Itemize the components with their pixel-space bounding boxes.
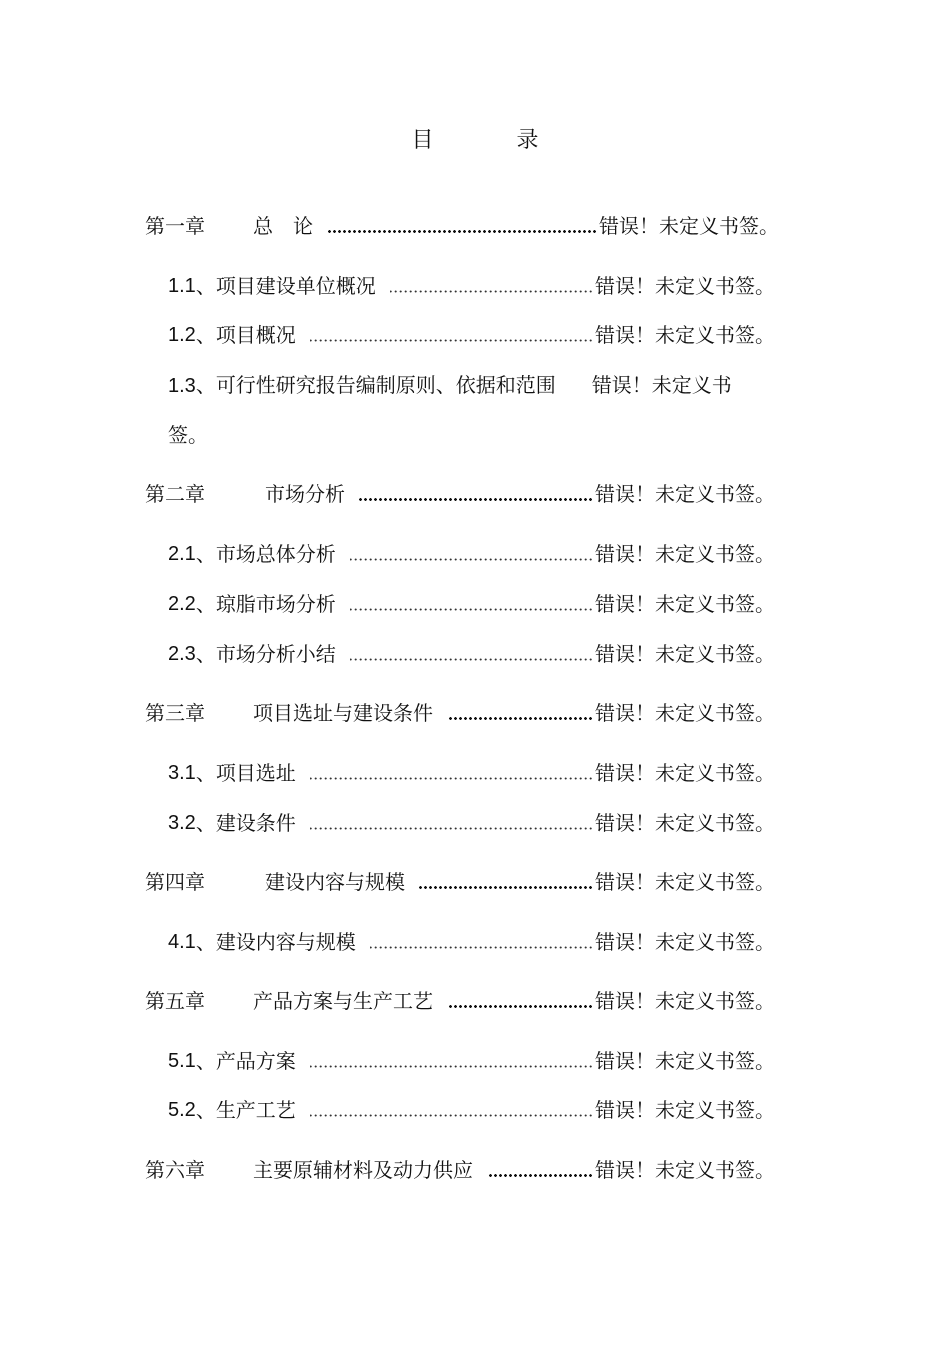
toc-page-ref: 错误！未定义书签。: [595, 930, 775, 954]
toc-separator: 、: [195, 274, 216, 298]
toc-leader-dots: [310, 821, 593, 831]
toc-page-ref: 错误！未定义书签。: [595, 542, 775, 566]
toc-section-title: 项目概况: [215, 323, 296, 347]
toc-page-ref-continued: 签。: [168, 423, 208, 447]
toc-leader-dots: [390, 284, 593, 294]
toc-chapter-4[interactable]: [145, 866, 775, 898]
toc-chapter-1[interactable]: [145, 210, 779, 242]
toc-section-title: 市场总体分析: [215, 542, 336, 566]
toc-chapter-title: 产品方案与生产工艺: [253, 989, 433, 1013]
toc-chapter-6[interactable]: [145, 1154, 775, 1186]
toc-page-ref: 错误！未定义书签。: [595, 761, 775, 785]
toc-chapter-title: 建设内容与规模: [265, 870, 405, 894]
toc-section-title: 项目选址: [215, 761, 296, 785]
toc-section-3-1[interactable]: [168, 757, 775, 789]
toc-page-ref: 错误！未定义书签。: [595, 592, 775, 616]
toc-leader-dots: [419, 880, 593, 890]
toc-section-2-1[interactable]: [168, 538, 775, 570]
toc-separator: 、: [195, 592, 216, 616]
toc-separator: 、: [195, 1049, 216, 1073]
toc-section-title: 琼脂市场分析: [215, 592, 336, 616]
toc-page-ref: 错误！未定义书签。: [599, 214, 779, 238]
toc-leader-dots: [359, 492, 593, 502]
toc-separator: 、: [195, 1098, 216, 1122]
toc-section-number: 3.1: [168, 762, 196, 784]
toc-page-ref: 错误！未定义书签。: [595, 323, 775, 347]
toc-leader-dots: [310, 333, 593, 343]
toc-page-ref: 错误！未定义书签。: [595, 1049, 775, 1073]
toc-section-title: 可行性研究报告编制原则、依据和范围: [215, 373, 556, 397]
toc-separator: 、: [195, 642, 216, 666]
toc-chapter-title: 市场分析: [265, 482, 345, 506]
toc-section-3-2[interactable]: [168, 807, 775, 839]
toc-section-2-2[interactable]: [168, 588, 775, 620]
toc-leader-dots: [327, 224, 597, 234]
toc-chapter-title: 总 论: [253, 214, 313, 238]
toc-page-ref: 错误！未定义书签。: [595, 1158, 775, 1182]
toc-page-ref: 错误！未定义书签。: [595, 274, 775, 298]
toc-chapter-5[interactable]: [145, 985, 775, 1017]
toc-separator: 、: [195, 811, 216, 835]
toc-section-1-3[interactable]: [168, 369, 798, 402]
toc-leader-dots: [370, 940, 593, 950]
toc-separator: 、: [195, 323, 216, 347]
toc-page-ref: 错误！未定义书签。: [595, 989, 775, 1013]
toc-chapter-2[interactable]: [145, 478, 775, 510]
toc-section-number: 3.2: [168, 812, 196, 834]
toc-section-number: 1.2: [168, 324, 196, 346]
toc-section-number: 4.1: [168, 931, 196, 953]
toc-leader-dots: [310, 1059, 593, 1069]
toc-section-title: 项目建设单位概况: [215, 274, 376, 298]
toc-page-ref: 错误！未定义书签。: [595, 701, 775, 725]
toc-section-1-1[interactable]: [168, 270, 775, 302]
toc-section-number: 5.2: [168, 1099, 196, 1121]
toc-leader-dots: [350, 552, 593, 562]
toc-section-1-3-continued: [168, 419, 798, 451]
toc-separator: 、: [195, 930, 216, 954]
toc-separator: 、: [195, 542, 216, 566]
toc-page-ref: 错误！未定义书签。: [595, 811, 775, 835]
toc-chapter-number: 第五章: [145, 989, 205, 1013]
toc-chapter-number: 第二章: [145, 482, 205, 506]
toc-leader-dots: [447, 999, 593, 1009]
toc-section-title: 产品方案: [215, 1049, 296, 1073]
toc-section-number: 2.1: [168, 543, 196, 565]
toc-leader-dots: [310, 771, 593, 781]
toc-page-ref: 错误！未定义书签。: [595, 642, 775, 666]
toc-section-1-2[interactable]: [168, 319, 775, 351]
toc-separator: 、: [195, 761, 216, 785]
toc-page-ref: 错误！未定义书签。: [595, 482, 775, 506]
toc-separator: 、: [195, 373, 216, 397]
toc-chapter-number: 第六章: [145, 1158, 205, 1182]
toc-section-title: 建设内容与规模: [215, 930, 356, 954]
toc-leader-dots: [310, 1108, 593, 1118]
toc-section-5-1[interactable]: [168, 1045, 775, 1077]
toc-section-number: 1.3: [168, 375, 196, 397]
toc-chapter-title: 项目选址与建设条件: [253, 701, 433, 725]
toc-chapter-number: 第四章: [145, 870, 205, 894]
toc-leader-dots: [487, 1168, 593, 1178]
toc-chapter-3[interactable]: [145, 697, 775, 729]
toc-chapter-number: 第一章: [145, 214, 205, 238]
toc-section-number: 1.1: [168, 275, 196, 297]
toc-leader-dots: [350, 652, 593, 662]
toc-section-title: 市场分析小结: [215, 642, 336, 666]
toc-section-2-3[interactable]: [168, 638, 775, 670]
toc-section-title: 建设条件: [215, 811, 296, 835]
toc-page-ref: 错误！未定义书: [591, 373, 732, 397]
page-title: 目 录: [411, 128, 577, 153]
toc-section-number: 2.3: [168, 643, 196, 665]
toc-leader-dots: [350, 602, 593, 612]
toc-section-number: 2.2: [168, 593, 196, 615]
toc-page-ref: 错误！未定义书签。: [595, 870, 775, 894]
toc-section-title: 生产工艺: [215, 1098, 296, 1122]
toc-section-4-1[interactable]: [168, 926, 775, 958]
toc-chapter-title: 主要原辅材料及动力供应: [253, 1158, 473, 1182]
toc-page-ref: 错误！未定义书签。: [595, 1098, 775, 1122]
toc-chapter-number: 第三章: [145, 701, 205, 725]
toc-leader-dots: [447, 711, 593, 721]
toc-section-5-2[interactable]: [168, 1094, 775, 1126]
toc-section-number: 5.1: [168, 1050, 196, 1072]
